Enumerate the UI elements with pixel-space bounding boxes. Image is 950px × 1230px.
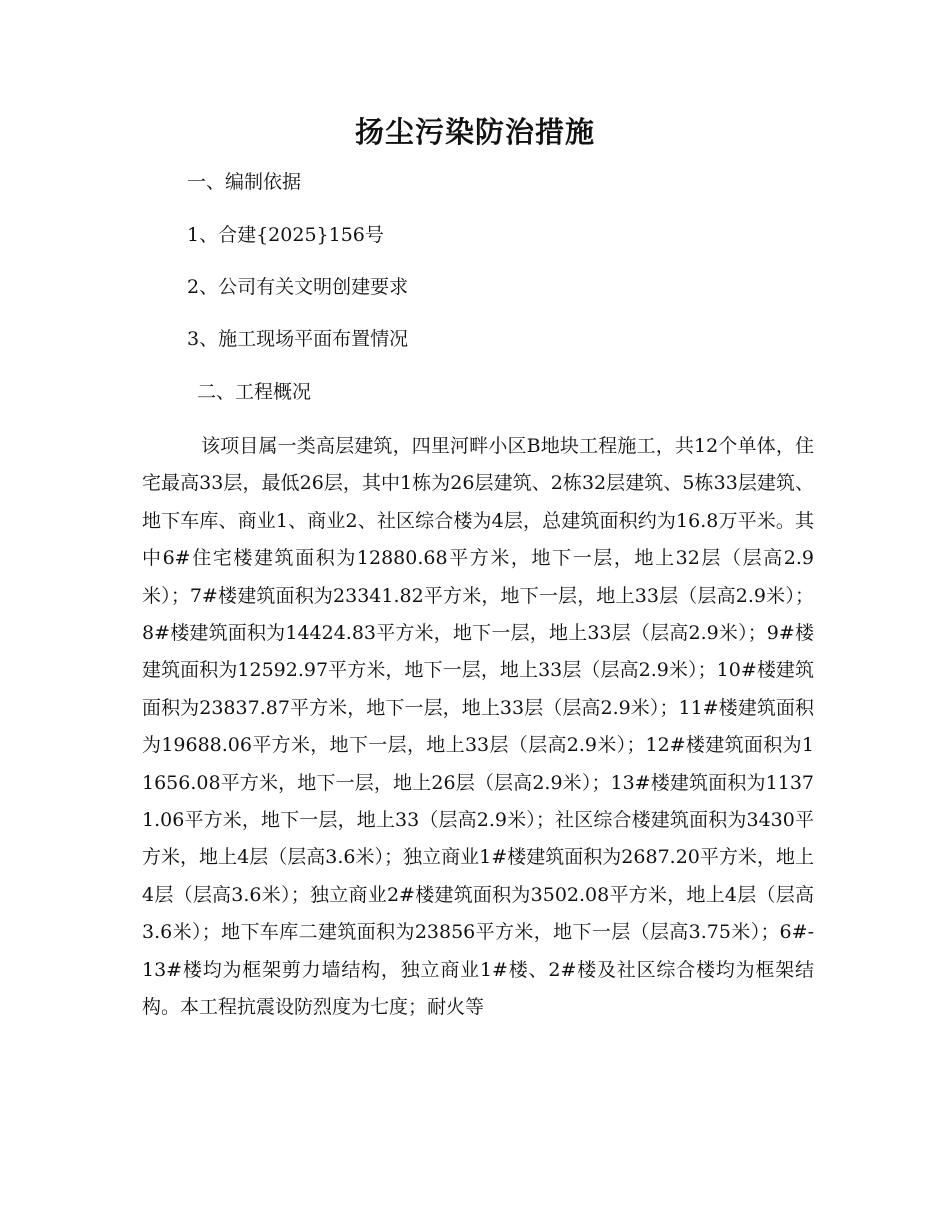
section-heading-overview: 二、工程概况 [197,381,312,403]
section-heading-basis: 一、编制依据 [187,171,302,193]
basis-item-1: 1、合建{2025}156号 [187,224,384,246]
basis-item-2: 2、公司有关文明创建要求 [187,276,409,298]
overview-paragraph: 该项目属一类高层建筑，四里河畔小区B地块工程施工，共12个单体，住宅最高33层，最低26层，其中1栋为26层建筑、2栋32层建筑、5栋33层建筑、地下车库、商业1、商业2、社区综合楼为4层，总建筑面积约为16.8万平米。其中6#住宅楼建筑面积为12880.68平方米，地下一层，地上32层（层高2.9米）；7#楼建筑面积为23341.82平方米，地下一层，地上33层（层高2.9米）；8#楼建筑面积为14424.83平方米，地下一层，地上33层（层高2.9米）；9#楼建筑面积为12592.97平方米，地下一层，地上33层（层高2.9米）；10#楼建筑面积为23837.87平方米，地下一层，地上33层（层高2.9米）；11#楼建筑面积为19688.06平方米，地下一层，地上33层（层高2.9米）；12#楼建筑面积为11656.08平方米，地下一层，地上26层（层高2.9米）；13#楼建筑面积为11371.06平方米，地下一层，地上33（层高2.9米）；社区综合楼建筑面积为3430平方米，地上4层（层高3.6米）；独立商业1#楼建筑面积为2687.20平方米，地上4层（层高3.6米）；独立商业2#楼建筑面积为3502.08平方米，地上4层（层高3.6米）；地下车库二建筑面积为23856平方米，地下一层（层高3.75米）；6#-13#楼均为框架剪力墙结构，独立商业1#楼、2#楼及社区综合楼均为框架结构。本工程抗震设防烈度为七度；耐火等 [142,435,814,1019]
document-title: 扬尘污染防治措施 [354,115,595,149]
basis-item-3: 3、施工现场平面布置情况 [187,328,409,350]
